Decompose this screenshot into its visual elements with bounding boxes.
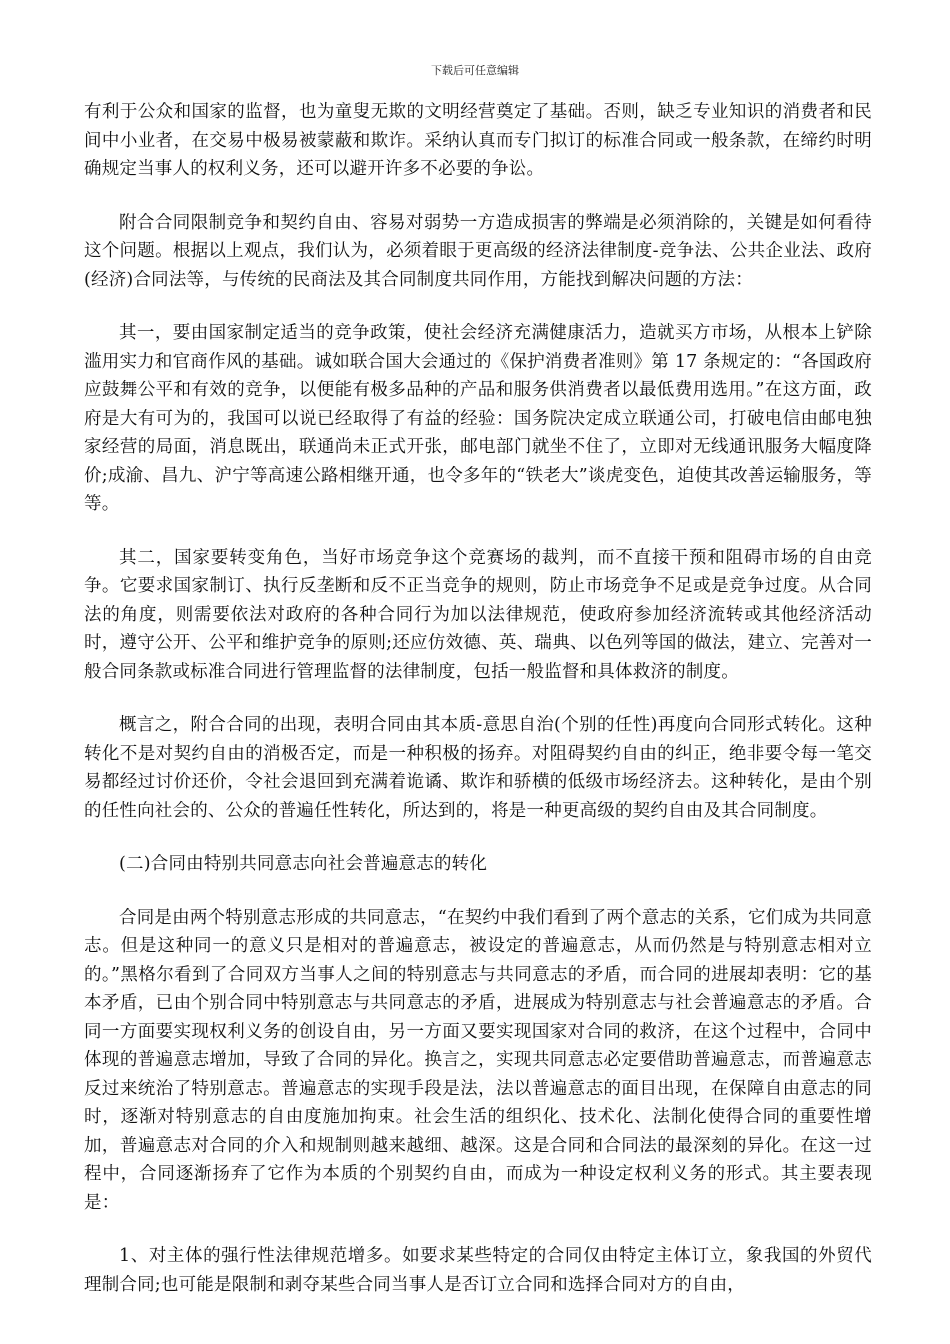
paragraph-second-measure: 其二，国家要转变角色，当好市场竞争这个竞赛场的裁判，而不直接干预和阻碍市场的自由竞争。它要求国家制订、执行反垄断和反不正当竞争的规则，防止市场竞争不足或是竞争过度。从合同法的角度，则需要依法对政府的各种合同行为加以法律规范，使政府参加经济流转或其他经济活动时，遵守公开、公平和维护竞争的原则;还应仿效德、英、瑞典、以色列等国的做法，建立、完善对一般合同条款或标准合同进行管理监督的法律制度，包括一般监督和具体救济的制度。 <box>84 547 872 682</box>
section-heading: (二)合同由特别共同意志向社会普遍意志的转化 <box>119 854 488 874</box>
paragraph-summary: 概言之，附合合同的出现，表明合同由其本质-意思自治(个别的任性)再度向合同形式转化。这种转化不是对契约自由的消极否定，而是一种积极的扬弃。对阻碍契约自由的纠正，绝非要令每一笔交易都经过讨价还价，令社会退回到充满着诡谲、欺诈和骄横的低级市场经济去。这种转化，是由个别的任性向社会的、公众的普遍任性转化，所达到的，将是一种更高级的契约自由及其合同制度。 <box>84 715 872 821</box>
document-body <box>84 98 872 1324</box>
paragraph-continuation: 有利于公众和国家的监督，也为童叟无欺的文明经营奠定了基础。否则，缺乏专业知识的消费者和民间中小业者，在交易中极易被蒙蔽和欺诈。采纳认真而专门拟订的标准合同或一般条款，在缔约时明确规定当事人的权利义务，还可以避开许多不必要的争讼。 <box>84 102 872 179</box>
page-header-note: 下载后可任意编辑 <box>431 64 519 77</box>
paragraph-adhesion-contract-drawbacks: 附合合同限制竞争和契约自由、容易对弱势一方造成损害的弊端是必须消除的，关键是如何看待这个问题。根据以上观点，我们认为，必须着眼于更高级的经济法律制度-竞争法、公共企业法、政府(经济)合同法等，与传统的民商法及其合同制度共同作用，方能找到解决问题的方法： <box>84 212 872 290</box>
paragraph-point-one: 1、对主体的强行性法律规范增多。如要求某些特定的合同仅由特定主体订立，象我国的外贸代理制合同;也可能是限制和剥夺某些合同当事人是否订立合同和选择合同对方的自由， <box>84 1246 872 1295</box>
paragraph-common-will: 合同是由两个特别意志形成的共同意志，“在契约中我们看到了两个意志的关系，它们成为共同意志。但是这种同一的意义只是相对的普遍意志，被设定的普遍意志，从而仍然是与特别意志相对立的。”黑格尔看到了合同双方当事人之间的特别意志与共同意志的矛盾，而合同的进展却表明：它的基本矛盾，已由个别合同中特别意志与共同意志的矛盾，进展成为特别意志与社会普遍意志的矛盾。合同一方面要实现权利义务的创设自由，另一方面又要实现国家对合同的救济，在这个过程中，合同中体现的普遍意志增加，导致了合同的异化。换言之，实现共同意志必定要借助普遍意志，而普遍意志反过来统治了特别意志。普遍意志的实现手段是法，法以普遍意志的面目出现，在保障自由意志的同时，逐渐对特别意志的自由度施加拘束。社会生活的组织化、技术化、法制化使得合同的重要性增加，普遍意志对合同的介入和规制则越来越细、越深。这是合同和合同法的最深刻的异化。在这一过程中，合同逐渐扬弃了它作为本质的个别契约自由，而成为一种设定权利义务的形式。其主要表现是： <box>84 907 872 1213</box>
paragraph-first-measure: 其一，要由国家制定适当的竞争政策，使社会经济充满健康活力，造就买方市场，从根本上铲除滥用实力和官商作风的基础。诚如联合国大会通过的《保护消费者准则》第 17 条规定的：“各国政府应鼓舞公平和有效的竞争，以便能有极多品种的产品和服务供消费者以最低费用选用。”在这方面，政府是大有可为的，我国可以说已经取得了有益的经验：国务院决定成立联通公司，打破电信由邮电独家经营的局面，消息既出，联通尚未正式开张，邮电部门就坐不住了，立即对无线通讯服务大幅度降价;成渝、昌九、沪宁等高速公路相继开通，也令多年的“铁老大”谈虎变色，迫使其改善运输服务，等等。 <box>84 323 872 514</box>
